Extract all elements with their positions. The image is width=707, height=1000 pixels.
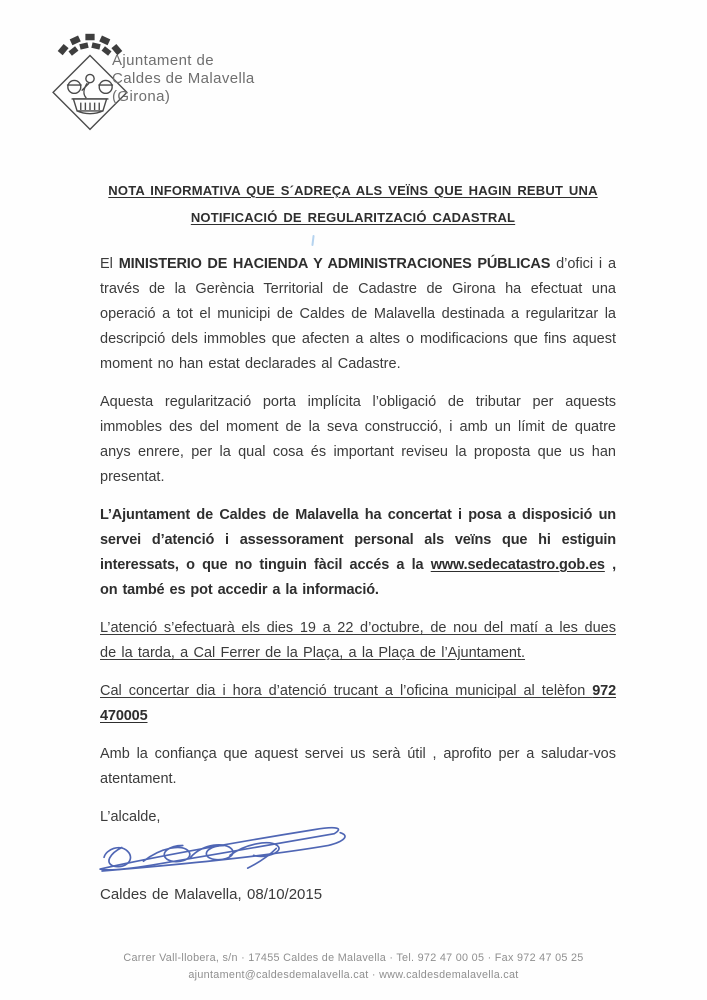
text-segment: Aquesta regularització porta implícita l’obligació de tributar per aquests immobles des del moment de la seva construcció, i amb un límit de quatre anys enrere, per la qual cosa és important reviseu la proposta que us han presentat.: [100, 394, 616, 485]
paragraph-ministry: [100, 252, 616, 377]
signature-ink: [92, 814, 616, 876]
paragraph-salutacio: [100, 742, 616, 792]
signoff: L’alcalde,: [100, 809, 161, 825]
paragraph-regularitzacio: [100, 390, 616, 490]
phone-number: 972 470005: [100, 683, 616, 724]
text-segment: , on també es pot accedir a la informació.: [100, 557, 617, 598]
footer-address: Carrer Vall-llobera, s/n · 17455 Caldes de Malavella · Tel. 972 47 00 05 · Fax 972 47 05 25: [123, 952, 584, 964]
sedecatastro-url: www.sedecatastro.gob.es: [430, 557, 605, 573]
org-name-line: Ajuntament de: [112, 52, 214, 69]
ink-mark-artifact: [311, 235, 314, 246]
place-date: Caldes de Malavella, 08/10/2015: [100, 886, 323, 903]
org-name: [112, 52, 255, 106]
paragraph-atencio: [100, 616, 616, 666]
text-segment: L’Ajuntament de Caldes de Malavella ha concertat i posa a disposició un servei d’atenció i assessorament personal als veïns que hi estiguin interessats, o que no tinguin fàcil accés a la: [100, 507, 616, 573]
text-segment: Cal concertar dia i hora d’atenció trucant a l’oficina municipal al telèfon: [100, 683, 593, 699]
text-segment: L’atenció s’efectuarà els dies 19 a 22 d’octubre, de nou del matí a les dues de la tarda, a Cal Ferrer de la Plaça, a la Plaça de l’Ajuntament.: [100, 620, 616, 661]
paragraph-ajuntament: [100, 503, 616, 603]
text-segment: Amb la confiança que aquest servei us serà útil , aprofito per a saludar-vos atentament.: [100, 746, 616, 787]
page-title-line-1: NOTA INFORMATIVA QUE S´ADREÇA ALS VEÏNS QUE HAGIN REBUT UNA: [108, 183, 598, 198]
signature-icon: [92, 814, 368, 875]
letter-body: [100, 252, 616, 920]
text-segment: d’ofici i a través de la Gerència Territorial de Cadastre de Girona ha efectuat una operació a tot el municipi de Caldes de Malavella destinada a regularitzar la descripció dels immobles que afecten a altes o modificacions que fins aquest moment no han estat declarades al Cadastre.: [100, 256, 617, 372]
page-title-line-2: NOTIFICACIÓ DE REGULARITZACIÓ CADASTRAL: [190, 210, 516, 225]
text-segment: El: [100, 256, 119, 272]
paragraph-concertar: [100, 679, 616, 729]
footer-contacts: ajuntament@caldesdemalavella.cat · www.caldesdemalavella.cat: [188, 969, 519, 981]
org-name-line: (Girona): [112, 88, 171, 105]
footer: [0, 950, 707, 984]
org-name-line: Caldes de Malavella: [112, 70, 255, 87]
text-segment: MINISTERIO DE HACIENDA Y ADMINISTRACIONES PÚBLICAS: [118, 256, 551, 272]
page-title: [58, 177, 648, 231]
